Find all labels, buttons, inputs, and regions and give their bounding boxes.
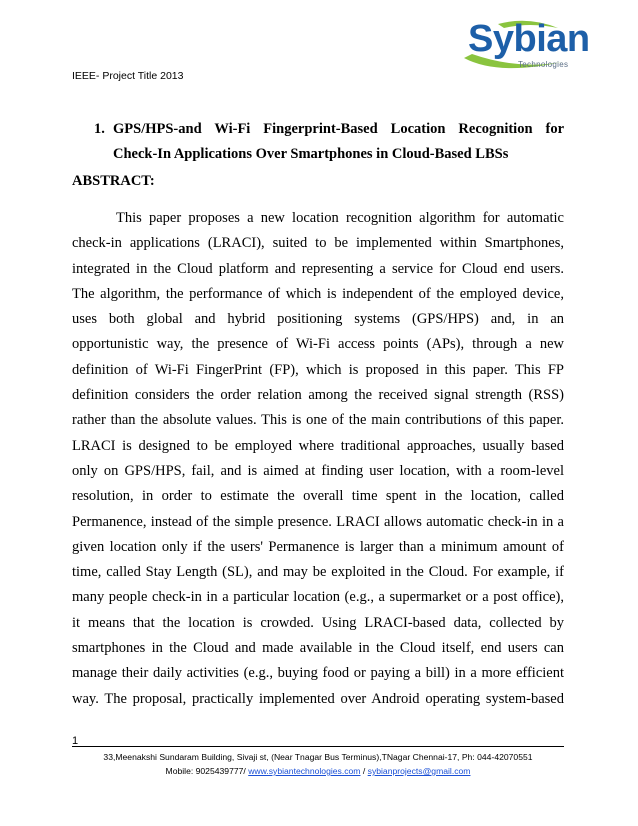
abstract-line: resolution, in order to estimate the overall time spent in the location, called [72,488,564,505]
abstract-line: This paper proposes a new location recognition algorithm for automatic [116,210,564,226]
abstract-line: The algorithm, the performance of which is independent of the employed device, [72,285,564,302]
sybian-logo [458,18,590,80]
abstract-line: LRACI is designed to be employed where traditional approaches, usually based [72,437,564,454]
abstract-line: only on GPS/HPS, fail, and is aimed at finding user location, with a room-level [72,462,564,479]
abstract-heading: ABSTRACT: [72,173,155,189]
website-link[interactable]: www.sybiantechnologies.com [248,766,361,776]
abstract-line: many people check-in in a particular location (e.g., a supermarket or a post office), [72,589,564,606]
title-number: 1. [94,121,105,137]
logo-wordmark: Sybian [468,18,590,60]
title-line-2: Check-In Applications Over Smartphones in Cloud-Based LBSs [113,146,509,162]
abstract-body [72,206,564,712]
page-number: 1 [72,735,79,747]
abstract-line: definition considers the order relation among the received signal strength (RSS) [72,387,564,404]
abstract-line: time, called Stay Length (SL), and may be exploited in the Cloud. For example, if [72,564,564,581]
abstract-line: Permanence, instead of the simple presence. LRACI allows automatic check-in in a [72,513,564,530]
footer-address: 33,Meenakshi Sundaram Building, Sivaji st, (Near Tnagar Bus Terminus),TNagar Chennai-17, Ph: 044-42070551 [103,752,533,762]
footer-divider [72,746,564,747]
abstract-line: uses both global and hybrid positioning systems (GPS/HPS) and, in an [72,311,564,328]
abstract-line: definition of Wi-Fi FingerPrint (FP), which is proposed in this paper. This FP [72,361,564,378]
abstract-line: it means that the location is crowded. Using LRACI-based data, collected by [72,614,564,631]
footer-contact [72,766,564,776]
abstract-line: check-in applications (LRACI), suited to be implemented within Smartphones, [72,235,564,252]
abstract-line: rather than the absolute values. This is one of the main contributions of this paper. [72,412,564,429]
email-link[interactable]: sybianprojects@gmail.com [367,766,471,776]
project-title-header: IEEE- Project Title 2013 [72,70,184,82]
footer-mobile: Mobile: 9025439777/ [165,766,249,776]
abstract-line: way. The proposal, practically implemented over Android operating system-based [72,690,564,707]
abstract-line: opportunistic way, the presence of Wi-Fi access points (APs), through a new [72,336,564,353]
abstract-line: given location only if the users' Permanence is larger than a minimum amount of [72,538,564,555]
abstract-line: integrated in the Cloud platform and representing a service for Cloud end users. [72,260,564,277]
abstract-line: smartphones in the Cloud and made available in the Cloud itself, end users can [72,640,564,657]
title-line-1: GPS/HPS-and Wi-Fi Fingerprint-Based Location Recognition for [113,121,564,137]
abstract-line: manage their daily activities (e.g., buying food or paying a bill) in a more efficient [72,665,564,682]
logo-subtitle: Technologies [518,60,569,69]
footer-separator: / [360,766,368,776]
